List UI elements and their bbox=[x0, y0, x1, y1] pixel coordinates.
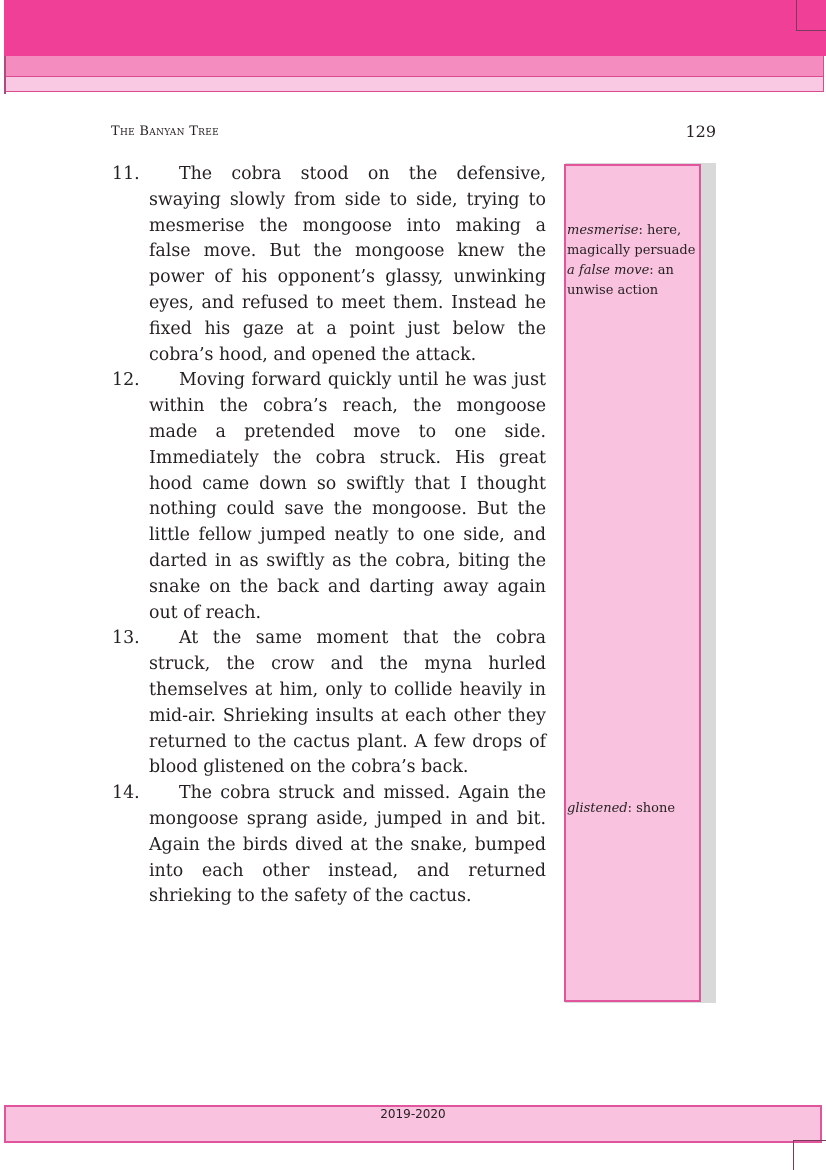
header-color-band bbox=[4, 0, 826, 56]
paragraph-number: 13. bbox=[112, 628, 140, 649]
footer-year: 2019-2020 bbox=[380, 1107, 446, 1121]
gloss-definition: : here, magically persuade bbox=[567, 223, 696, 258]
gloss-term: glistened bbox=[567, 801, 628, 816]
header-stripe-light bbox=[4, 77, 824, 92]
paragraph-text: Moving forward quickly until he was just within the cobra’s reach, the mongoose made a pretended move to one side. Immediately the cobra struck. His great hood came down so swiftly that I thought nothing could save the mongoose. But the little fellow jumped neatly to one side, and darted in as swiftly as the cobra, biting the snake on the back and darting away again out of reach. bbox=[149, 370, 546, 623]
gloss-mesmerise bbox=[567, 221, 703, 260]
paragraph-13 bbox=[112, 626, 546, 781]
paragraph-11 bbox=[112, 162, 546, 368]
gloss-definition: : an unwise action bbox=[567, 263, 674, 298]
paragraph-12 bbox=[112, 368, 546, 626]
paragraph-number: 12. bbox=[112, 370, 140, 391]
paragraph-text: The cobra struck and missed. Again the mongoose sprang aside, jumped in and bit. Again the birds dived at the snake, bumped into each other instead, and returned shrieking to the safety of the cactus. bbox=[149, 783, 546, 907]
gloss-glistened bbox=[567, 799, 703, 819]
crop-mark-bottom-right bbox=[793, 1140, 826, 1170]
gloss-definition: : shone bbox=[627, 801, 676, 816]
paragraph-text: The cobra stood on the defensive, swaying slowly from side to side, trying to mesmerise the mongoose into making a false move. But the mongoose knew the power of his opponent’s glassy, unwinking eyes, and refused to meet them. Instead he fixed his gaze at a point just below the cobra’s hood, and opened the attack. bbox=[149, 164, 546, 365]
gloss-false-move bbox=[567, 261, 703, 300]
paragraph-text: At the same moment that the cobra struck, the crow and the myna hurled themselves at him, only to collide heavily in mid-air. Shrieking insults at each other they returned to the cactus plant. A few drops of blood glistened on the cobra’s back. bbox=[149, 628, 546, 778]
body-text bbox=[112, 162, 546, 910]
margin-rule bbox=[4, 56, 6, 94]
crop-mark-top-right bbox=[796, 0, 826, 31]
header-stripe bbox=[4, 56, 824, 77]
running-head: The Banyan Tree bbox=[111, 124, 219, 139]
gloss-term: a false move bbox=[567, 263, 650, 278]
paragraph-number: 14. bbox=[112, 783, 140, 804]
paragraph-14 bbox=[112, 781, 546, 910]
page-number: 129 bbox=[685, 122, 716, 141]
paragraph-number: 11. bbox=[112, 164, 140, 184]
gloss-term: mesmerise bbox=[567, 223, 639, 238]
